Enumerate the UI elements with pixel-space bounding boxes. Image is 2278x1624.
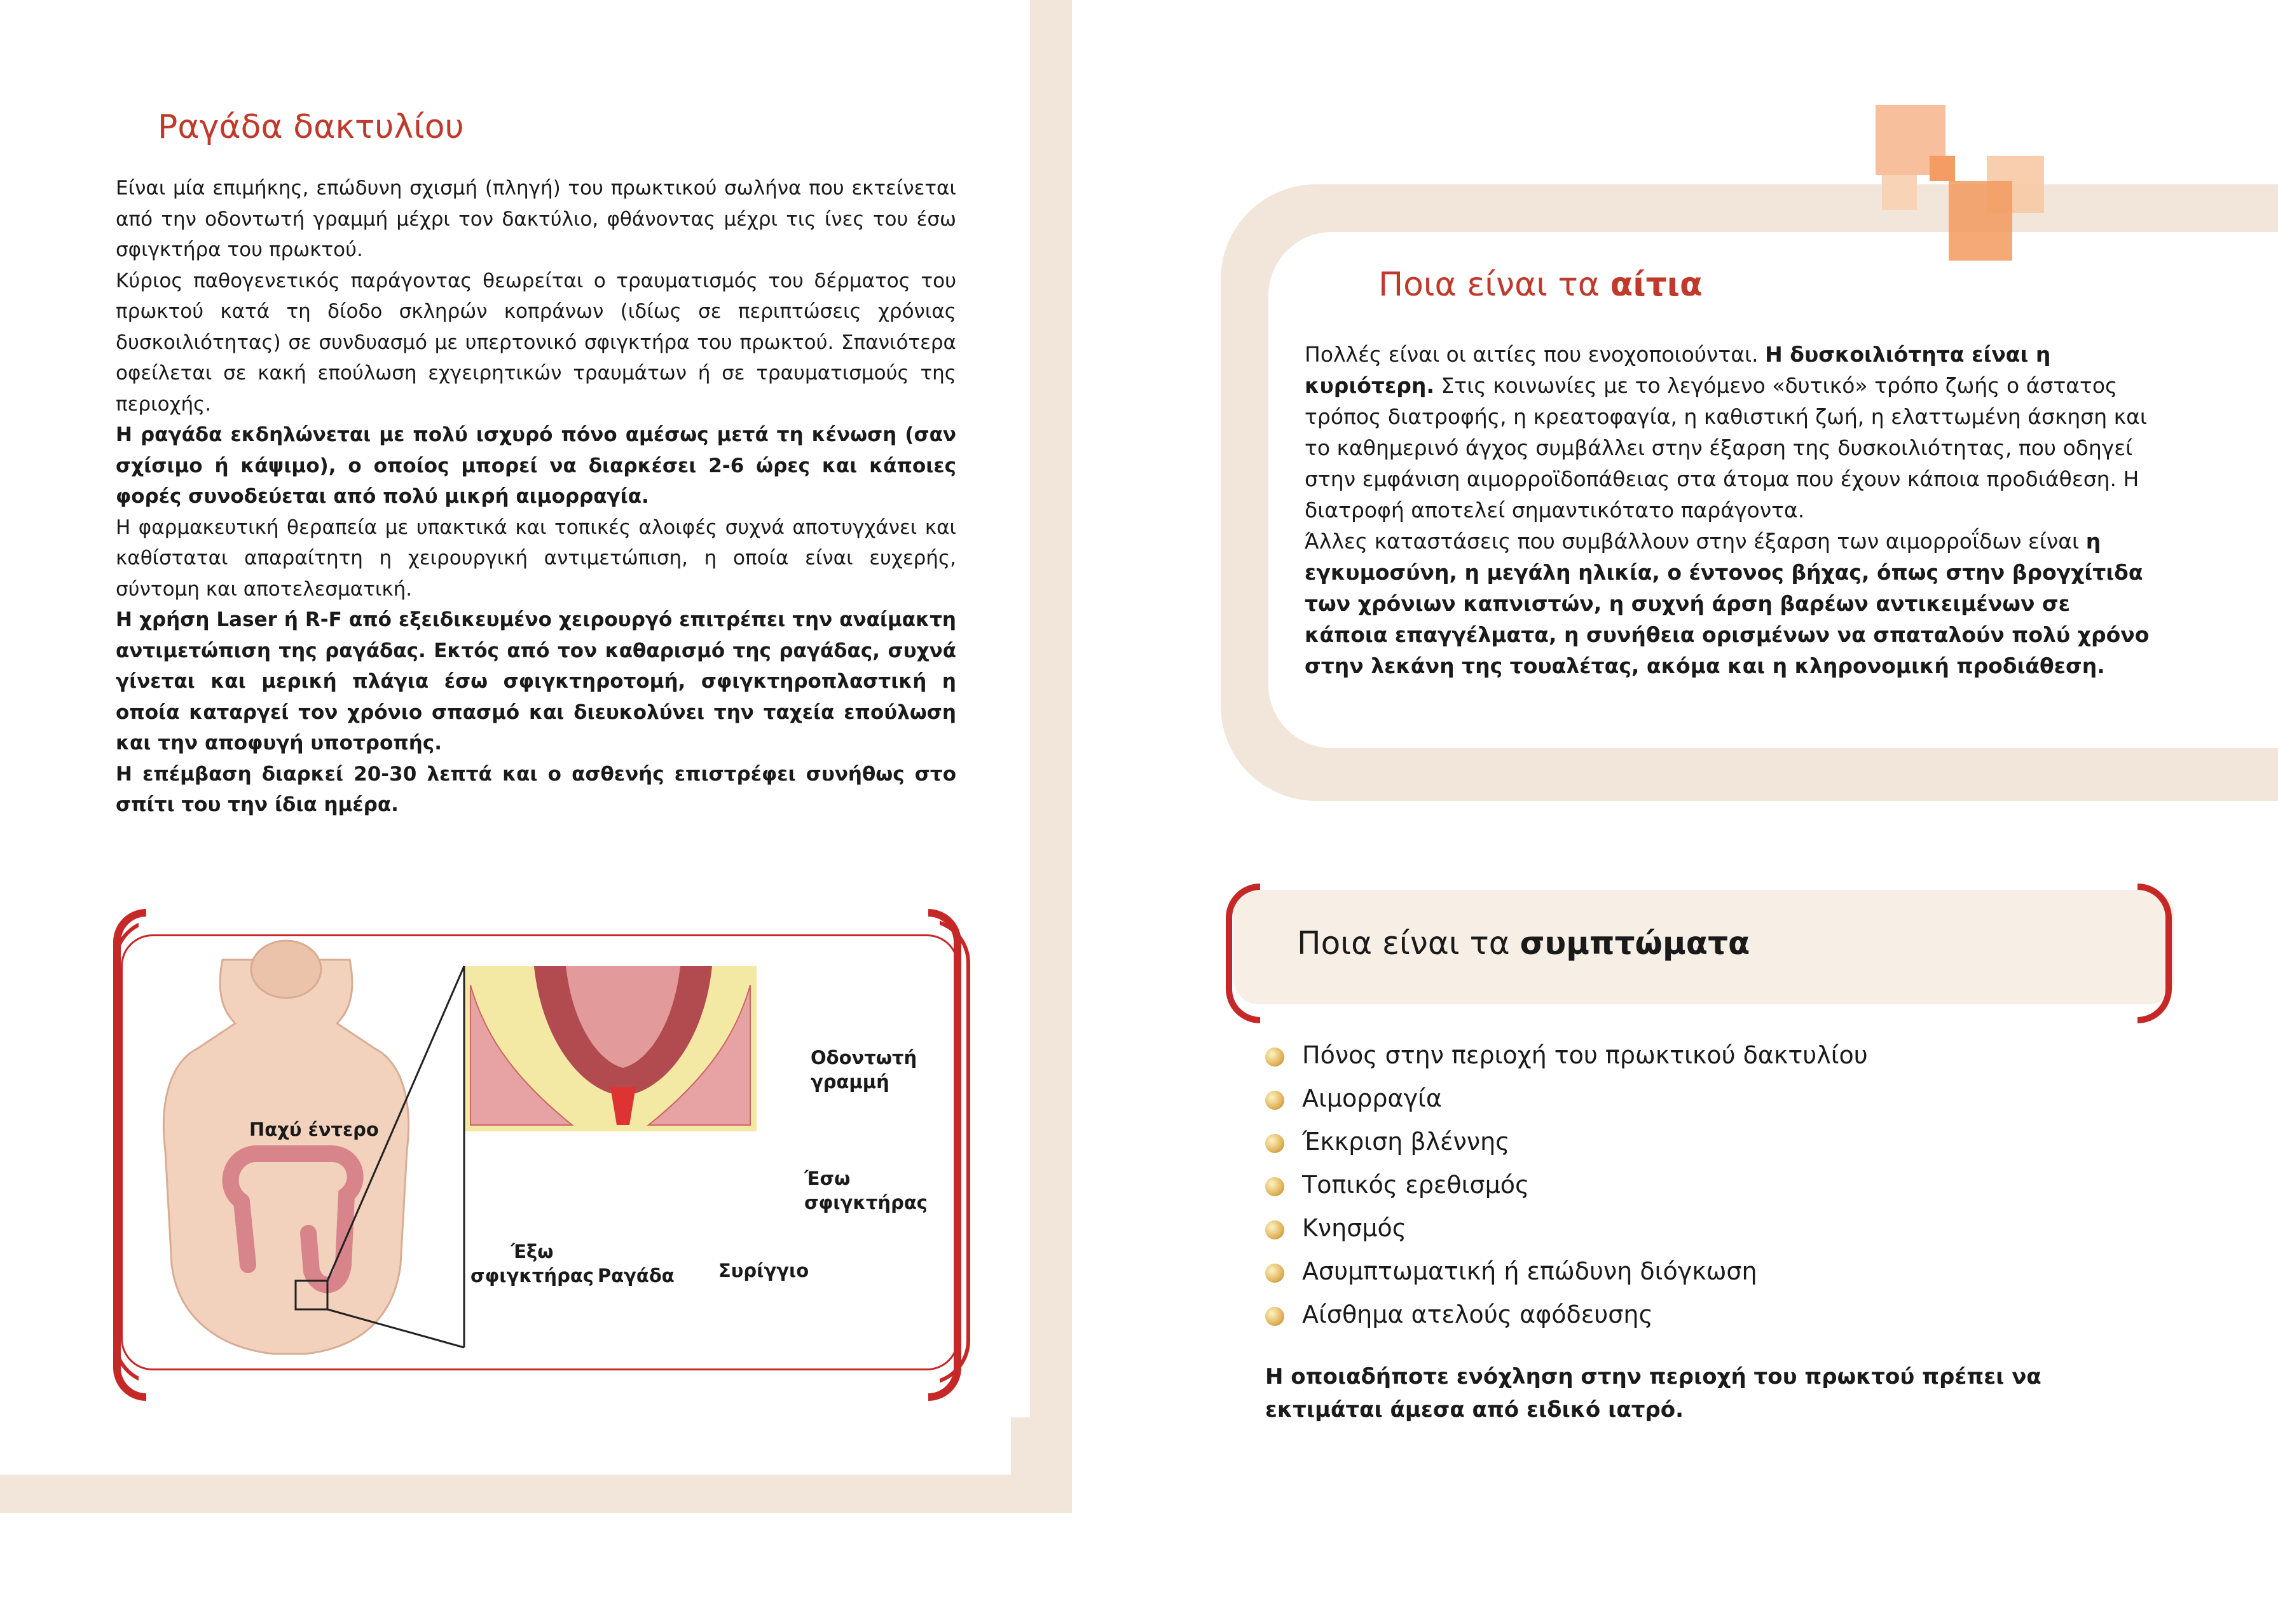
- label-internal-sphincter: Έσω σφιγκτήρας: [804, 1168, 928, 1213]
- symptom-item: Πόνος στην περιοχή του πρωκτικού δακτυλίου: [1265, 1041, 1868, 1069]
- causes-body: [1305, 339, 2157, 681]
- symptoms-bracket-left: [1226, 884, 1260, 1023]
- symptom-item: Ασυμπτωματική ή επώδυνη διόγκωση: [1265, 1257, 1757, 1285]
- bullet-icon: [1265, 1134, 1284, 1153]
- label-dentate-line: Οδοντωτή γραμμή: [811, 1047, 917, 1093]
- causes-title: Ποια είναι τα αίτια: [1378, 266, 1703, 304]
- symptom-item: Αίσθημα ατελούς αφόδευσης: [1265, 1300, 1653, 1328]
- symptom-item: Τοπικός ερεθισμός: [1265, 1171, 1529, 1199]
- symptom-item: Έκκριση βλέννης: [1265, 1128, 1510, 1156]
- fissure-body: [116, 173, 956, 821]
- fissure-title: Ραγάδα δακτυλίου: [158, 108, 464, 146]
- illustration-bracket-left: [113, 909, 146, 1401]
- causes-paragraph-other: Άλλες καταστάσεις που συμβάλλουν στην έξαρση των αιμορροΐδων είναι η εγκυμοσύνη, η μεγάλη ηλικία, ο έντονος βήχας, όπως στην βρογχίτιδα των χρόνιων καπνιστών, η συχνή άρση βαρέων αντικειμένων σε κάποια επαγγέλματα, η συνήθεια ορισμένων να σπαταλούν πολύ χρόνο στην λεκάνη της τουαλέτας, ακόμα και η κληρονομική προδιάθεση.: [1305, 529, 2150, 678]
- bullet-icon: [1265, 1264, 1284, 1283]
- label-fissure: Ραγάδα: [598, 1265, 675, 1286]
- anatomy-illustration: [127, 934, 954, 1373]
- fissure-paragraph-symptoms: Η ραγάδα εκδηλώνεται με πολύ ισχυρό πόνο αμέσως μετά τη κένωση (σαν σχίσιμο ή κάψιμο), ο οποίος μπορεί να διαρκέσει 2-6 ώρες και κάποιες φορές συνοδεύεται από πολύ μικρή αιμορραγία.: [116, 423, 956, 508]
- fissure-paragraph-definition: Είναι μία επιμήκης, επώδυνη σχισμή (πληγή) του πρωκτικού σωλήνα που εκτείνεται από την οδοντωτή γραμμή μέχρι τον δακτύλιο, φθάνοντας μέχρι τις ίνες του έσω σφιγκτήρα του πρωκτού.: [116, 177, 956, 261]
- symptoms-bracket-right: [2137, 884, 2172, 1023]
- fissure-paragraph-medication: Η φαρμακευτική θεραπεία με υπακτικά και τοπικές αλοιφές συχνά αποτυγχάνει και καθίσταται απαραίτητη η χειρουργική αντιμετώπιση, η οποία είναι ευχερής, σύντομη και αποτελεσματική.: [116, 515, 956, 601]
- bullet-icon: [1265, 1177, 1284, 1196]
- bullet-icon: [1265, 1220, 1284, 1239]
- left-page-border-bottom: [0, 1475, 1072, 1513]
- illustration-bracket-right: [928, 909, 961, 1401]
- label-external-sphincter: Έξω σφιγκτήρας: [470, 1241, 594, 1286]
- symptom-item: Κνησμός: [1265, 1214, 1406, 1242]
- fissure-paragraph-duration: Η επέμβαση διαρκεί 20-30 λεπτά και ο ασθενής επιστρέφει συνήθως στο σπίτι του την ίδια ημέρα.: [116, 762, 956, 816]
- symptoms-note: Η οποιαδήποτε ενόχληση στην περιοχή του πρωκτού πρέπει να εκτιμάται άμεσα από ειδικό ιατρό.: [1265, 1364, 2041, 1423]
- bullet-icon: [1265, 1091, 1284, 1110]
- label-fistula: Συρίγγιο: [718, 1260, 809, 1281]
- label-large-intestine: Παχύ έντερο: [249, 1119, 379, 1140]
- fissure-paragraph-laser: Η χρήση Laser ή R-F από εξειδικευμένο χειρουργό επιτρέπει την αναίμακτη αντιμετώπιση της ραγάδας. Εκτός από τον καθαρισμό της ραγάδας, συχνά γίνεται και μερική πλάγια έσω σφιγκτηροτομή, σφιγκτηροπλαστική η οποία καταργεί τον χρόνιο σπασμό και διευκολύνει την ταχεία επούλωση και την αποφυγή υποτροπής.: [116, 608, 956, 754]
- left-page-border-right: [1030, 0, 1072, 1513]
- bullet-icon: [1265, 1047, 1284, 1067]
- fissure-paragraph-cause: Κύριος παθογενετικός παράγοντας θεωρείται ο τραυματισμός του δέρματος του πρωκτού κατά τη δίοδο σκληρών κοπράνων (ιδίως σε περιπτώσεις χρόνιας δυσκοιλιότητας) σε συνδυασμό με υπερτονικό σφιγκτήρα του πρωκτού. Σπανιότερα οφείλεται σε κακή επούλωση εχγειρητικών τραυμάτων ή σε τραυματισμούς της περιοχής.: [116, 269, 956, 416]
- symptom-item: Αιμορραγία: [1265, 1084, 1442, 1112]
- symptoms-title: Ποια είναι τα συμπτώματα: [1297, 925, 1750, 962]
- causes-paragraph-main: Πολλές είναι οι αιτίες που ενοχοποιούνται. Η δυσκοιλιότητα είναι η κυριότερη. Στις κοινωνίες με το λεγόμενο «δυτικό» τρόπο ζωής ο άστατος τρόπος διατροφής, η κρεατοφαγία, η καθιστική ζωή, η ελαττωμένη άσκηση και το καθημερινό άγχος συμβάλλει στην έξαρση της δυσκοιλιότητας, που οδηγεί στην εμφάνιση αιμορροϊδοπάθειας στα άτομα που έχουν κάποια προδιάθεση. Η διατροφή αποτελεί σημαντικότατο παράγοντα.: [1305, 342, 2147, 522]
- bullet-icon: [1265, 1307, 1284, 1326]
